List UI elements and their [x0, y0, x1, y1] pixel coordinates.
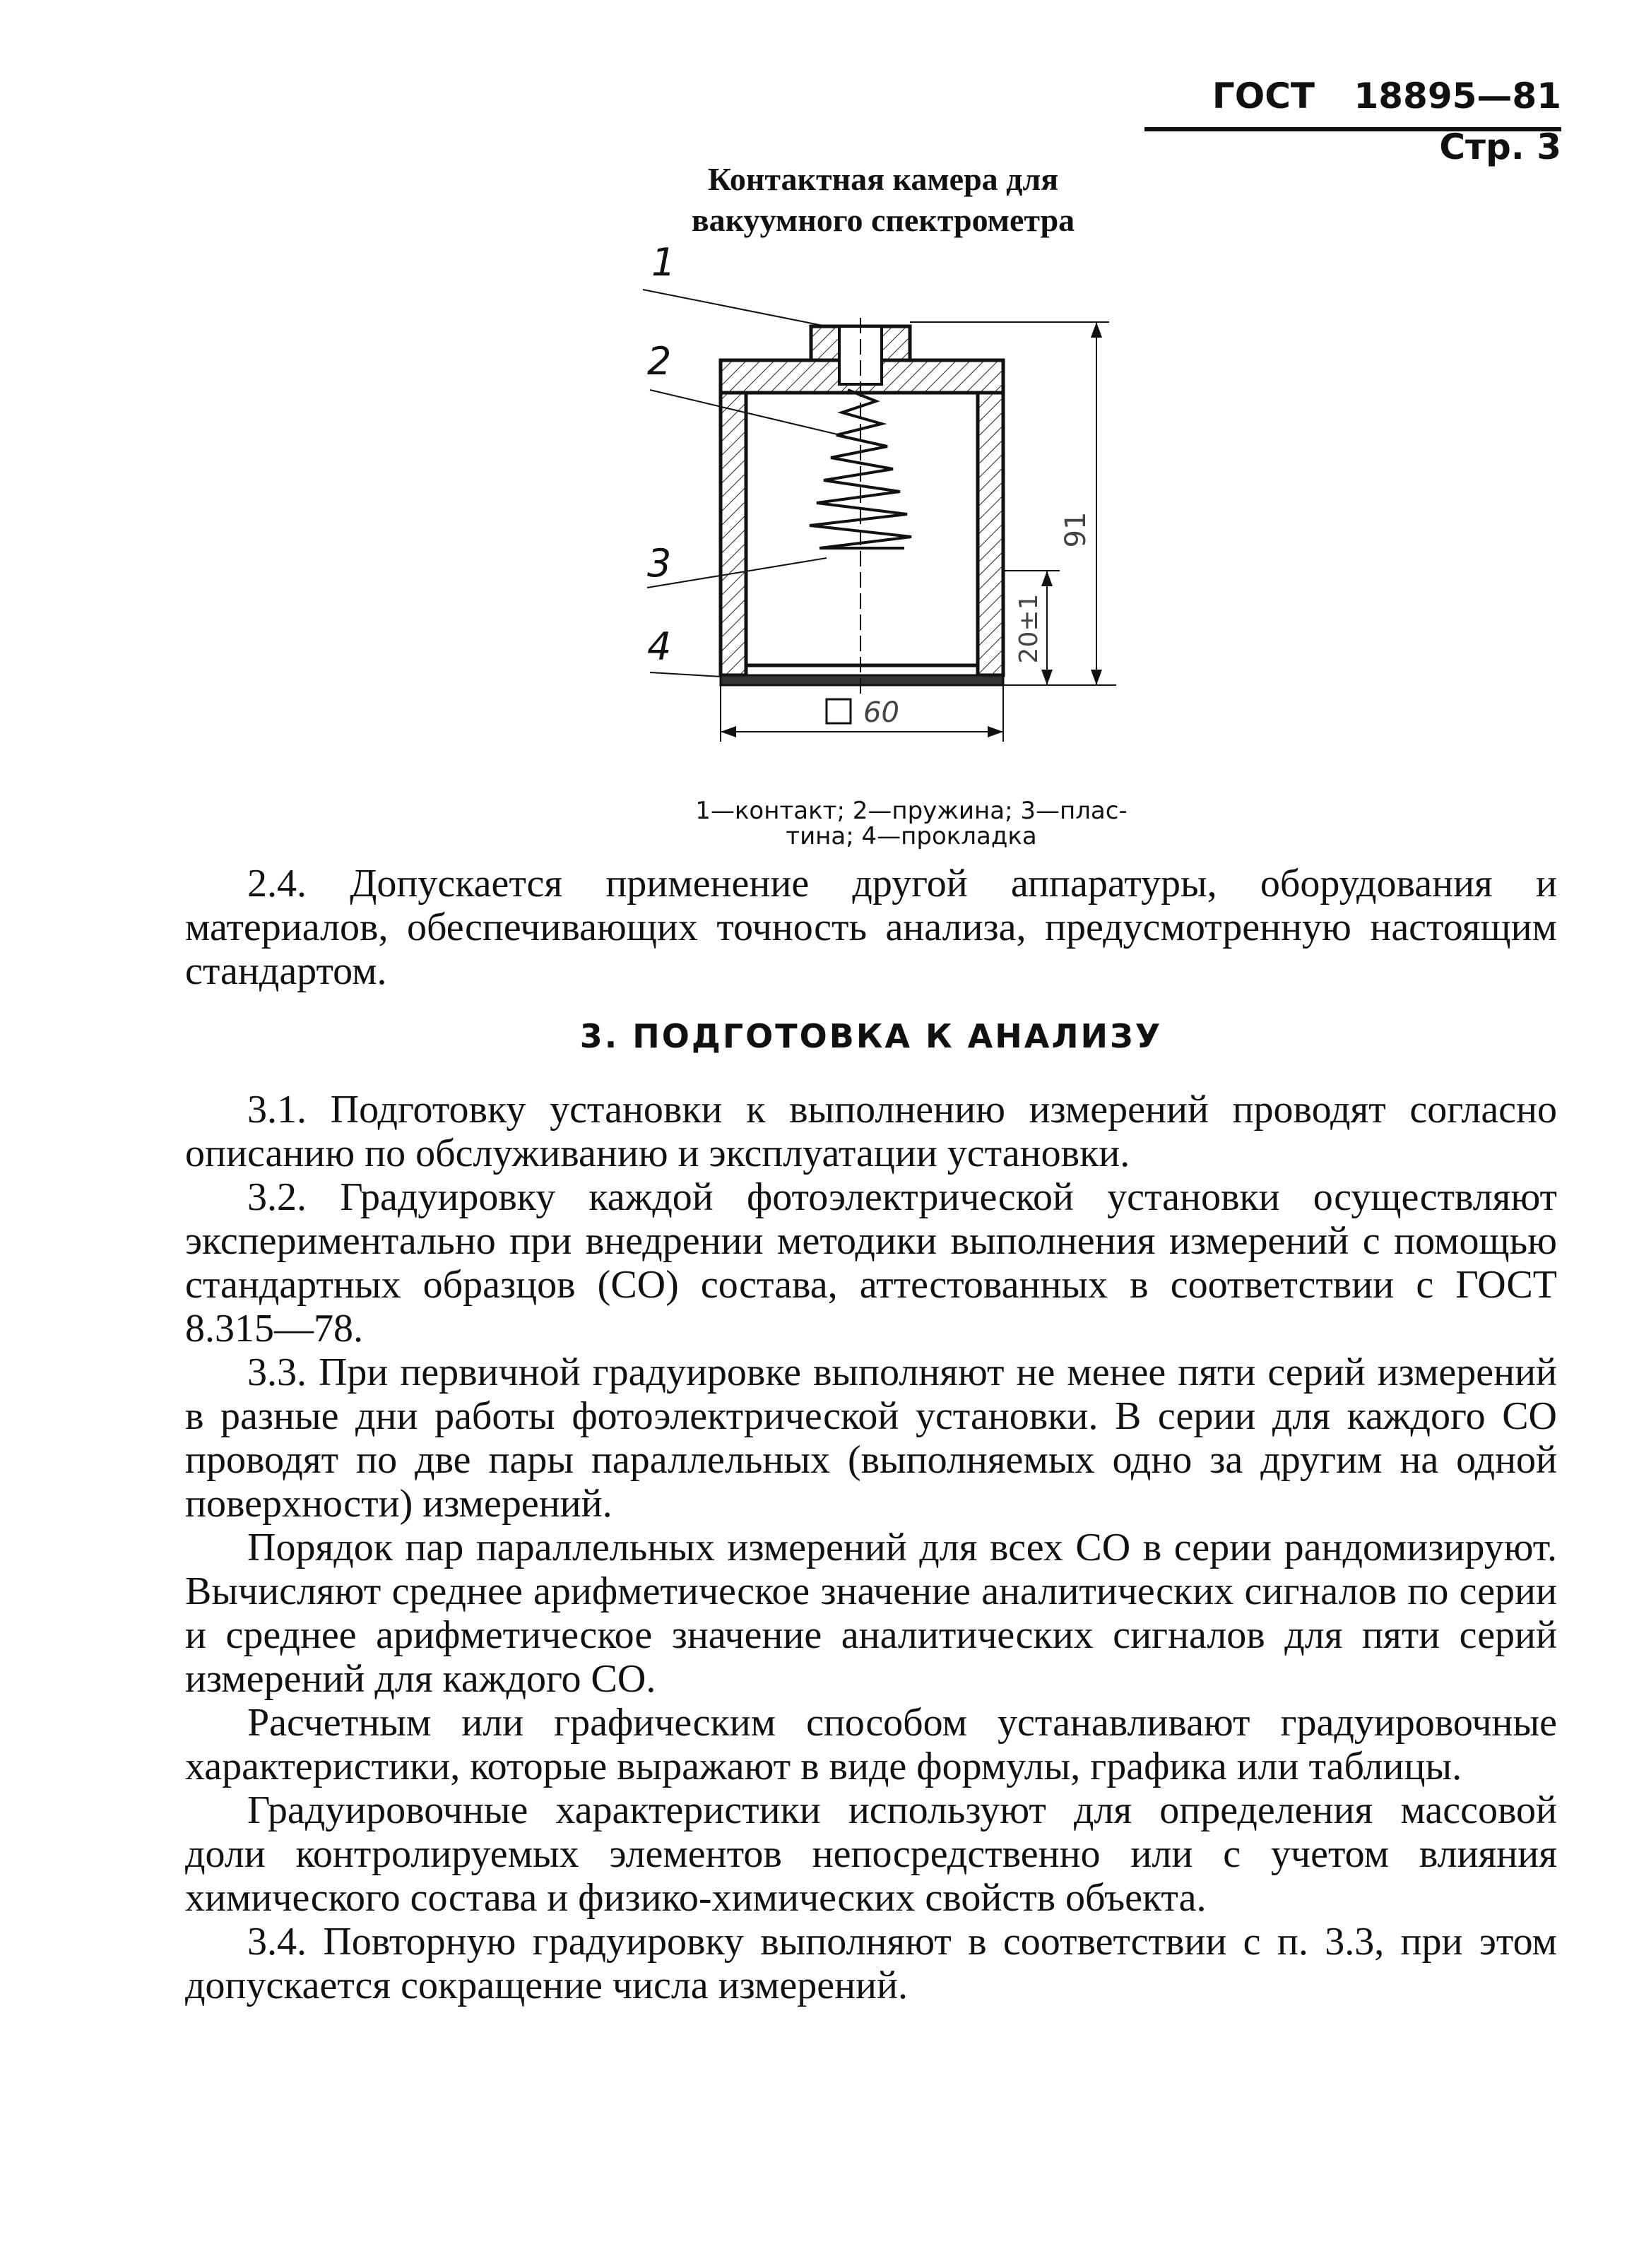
paragraph-3-2: 3.2. Градуировку каждой фотоэлектрической установки осуществляют экспериментально при внедрении методики выполнения измерений с помощью стандартных образцов (СО) состава, аттестованных в соответствии с ГОСТ 8.315—78. — [185, 1175, 1557, 1350]
page-number: Стр. 3 — [1439, 126, 1561, 167]
page-header — [1144, 71, 1561, 167]
dim-height-total: 91 — [1060, 511, 1092, 548]
callout-2: 2 — [647, 339, 672, 384]
callout-4: 4 — [647, 624, 672, 669]
dim-plate-height: 20±1 — [1014, 593, 1043, 664]
paragraph-calc: Расчетным или графическим способом устанавливают градуировочные характеристики, которые выражают в виде формулы, графика или таблицы. — [185, 1701, 1557, 1788]
caption-line1: 1—контакт; 2—пружина; 3—плас- — [695, 797, 1128, 825]
dim-width: 60 — [863, 696, 899, 729]
callout-1: 1 — [651, 240, 676, 285]
paragraph-use: Градуировочные характеристики используют для определения массовой доли контролируемых элементов непосредственно или с учетом влияния химического состава и физико-химических свойств объекта. — [185, 1788, 1557, 1920]
figure-title — [636, 159, 1130, 241]
paragraph-order: Порядок пар параллельных измерений для всех СО в серии рандомизируют. Вычисляют среднее арифметическое значение аналитических сигналов по серии и среднее арифметическое значение аналитических сигналов для пяти серий измерений для каждого СО. — [185, 1526, 1557, 1701]
contact-chamber-drawing — [622, 233, 1159, 784]
gasket — [721, 675, 1003, 685]
callout-3: 3 — [647, 541, 672, 586]
paragraph-2-4: 2.4. Допускается применение другой аппаратуры, оборудования и материалов, обеспечивающих точность анализа, предусмотренную настоящим стандартом. — [185, 862, 1557, 993]
caption-line2: тина; 4—прокладка — [786, 822, 1037, 850]
section-3-body — [185, 1088, 1557, 2007]
figure-title-line1: Контактная камера для — [707, 161, 1059, 197]
paragraph-3-1: 3.1. Подготовку установки к выполнению измерений проводят согласно описанию по обслуживанию и эксплуатации установки. — [185, 1088, 1557, 1175]
section-title: 3. ПОДГОТОВКА К АНАЛИЗУ — [579, 1017, 1163, 1055]
paragraph-3-3: 3.3. При первичной градуировке выполняют не менее пяти серий измерений в разные дни работы фотоэлектрической установки. В серии для каждого СО проводят по две пары параллельных (выполняемых одно за другим на одной поверхности) измерений. — [185, 1350, 1557, 1526]
left-wall — [721, 393, 746, 675]
right-wall — [978, 393, 1003, 675]
figure-caption — [657, 798, 1166, 849]
square-symbol — [827, 699, 851, 723]
standard-label: ГОСТ — [1212, 76, 1315, 117]
figure-title-line2: вакуумного спектрометра — [691, 202, 1075, 238]
paragraph-3-4: 3.4. Повторную градуировку выполняют в соответствии с п. 3.3, при этом допускается сокращение числа измерений. — [185, 1920, 1557, 2007]
standard-number: 18895—81 — [1354, 76, 1561, 117]
